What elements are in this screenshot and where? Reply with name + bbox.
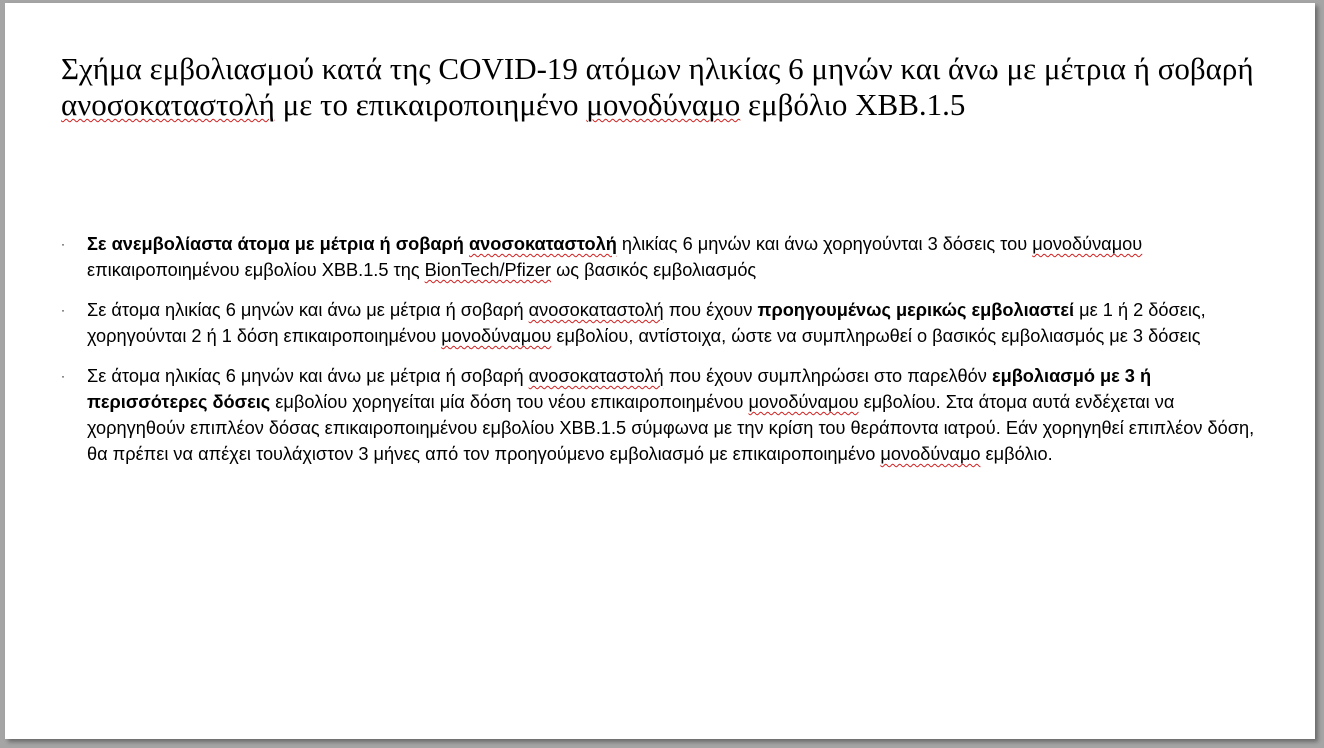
- misspelled-word: ανοσοκαταστολή: [468, 234, 617, 254]
- misspelled-word: ανοσοκαταστολή: [528, 366, 664, 386]
- bullet-text: Σε άτομα ηλικίας 6 μηνών και άνω με μέτρια ή σοβαρή: [87, 366, 529, 386]
- bullet-text: εμβόλιο.: [980, 444, 1053, 464]
- misspelled-word: μονοδύναμου: [441, 326, 552, 346]
- bullet-text: με 1 ή 2 δόσεις, χορηγούνται 2 ή 1 δόση επικαιροποιημένου: [87, 300, 1206, 346]
- title-text: εμβόλιο XBB.1.5: [740, 87, 966, 122]
- bullet-marker: ·: [61, 303, 65, 317]
- title-misspelled-word: μονοδύναμο: [586, 87, 741, 122]
- misspelled-word: μονοδύναμο: [880, 444, 981, 464]
- bullet-text: επικαιροποιημένου εμβολίου XBB.1.5 της: [87, 260, 425, 280]
- bold-text: προηγουμένως μερικώς εμβολιαστεί: [757, 300, 1075, 320]
- slide-title[interactable]: [61, 51, 1261, 123]
- bullet-marker: ·: [61, 237, 65, 251]
- bullet-text: Σε άτομα ηλικίας 6 μηνών και άνω με μέτρια ή σοβαρή: [87, 300, 529, 320]
- bullet-text: ηλικίας 6 μηνών και άνω χορηγούνται 3 δόσεις του: [616, 234, 1033, 254]
- bullet-marker: ·: [61, 369, 65, 383]
- misspelled-word: μονοδύναμου: [1032, 234, 1143, 254]
- bullet-item-3: [61, 363, 1271, 467]
- title-text: Σχήμα εμβολιασμού κατά της COVID-19 ατόμων ηλικίας 6 μηνών και άνω με μέτρια ή σοβαρή: [61, 51, 1254, 86]
- title-text: με το επικαιροποιημένο: [274, 87, 587, 122]
- bullet-text: εμβολίου χορηγείται μία δόση του νέου επικαιροποιημένου: [270, 392, 749, 412]
- bold-text: Σε ανεμβολίαστα άτομα με μέτρια ή σοβαρή: [87, 234, 469, 254]
- bullet-text: ως βασικός εμβολιασμός: [551, 260, 757, 280]
- title-misspelled-word: ανοσοκαταστολή: [61, 87, 275, 122]
- bullet-item-2: [61, 297, 1271, 349]
- bullet-text: εμβολίου. Στα άτομα αυτά ενδέχεται να χορηγηθούν επιπλέον δόσας επικαιροποιημένου εμβολίου XBB.1.5 σύμφωνα με την κρίση του θεράποντα ιατρού. Εάν χορηγηθεί επιπλέον δόση, θα πρέπει να απέχει τουλάχιστον 3 μήνες από τον προηγούμενο εμβολιασμό με επικαιροποιημένο: [87, 392, 1255, 464]
- bold-text: εμβολιασμό με 3 ή περισσότερες δόσεις: [87, 366, 1152, 412]
- slide-body[interactable]: [61, 231, 1271, 481]
- bullet-item-1: [61, 231, 1271, 283]
- bullet-text: εμβολίου, αντίστοιχα, ώστε να συμπληρωθεί ο βασικός εμβολιασμός με 3 δόσεις: [551, 326, 1201, 346]
- slide[interactable]: [5, 3, 1315, 739]
- misspelled-word: μονοδύναμου: [748, 392, 859, 412]
- misspelled-word: ανοσοκαταστολή: [528, 300, 664, 320]
- misspelled-word: BionTech/Pfizer: [424, 260, 552, 280]
- bullet-text: που έχουν συμπληρώσει στο παρελθόν: [663, 366, 992, 386]
- bullet-text: που έχουν: [663, 300, 758, 320]
